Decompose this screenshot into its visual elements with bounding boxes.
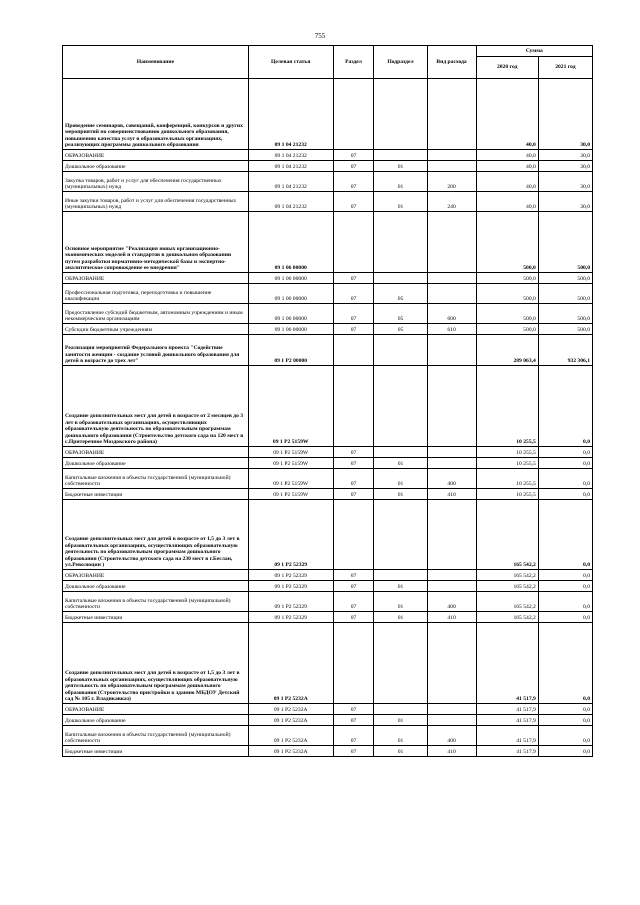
table-row — [63, 715, 593, 726]
table-row — [63, 469, 593, 489]
row-expense-type — [427, 715, 476, 726]
table-row — [63, 150, 593, 161]
table-row — [63, 79, 593, 150]
row-subsection: 05 — [374, 304, 427, 324]
row-expense-type: 410 — [427, 746, 476, 757]
row-section: 07 — [333, 273, 374, 284]
row-code: 09 1 P2 52329 — [248, 581, 333, 592]
row-subsection: 01 — [374, 469, 427, 489]
row-expense-type — [427, 335, 476, 366]
table-row — [63, 458, 593, 469]
row-name: Капитальные вложения в объекты государственной (муниципальной) собственности — [63, 592, 249, 612]
row-name: Создание дополнительных мест для детей в возрасте от 2 месяцев до 3 лет в образовательных организациях, осуществляющих образовательную деятельность по образовательным программам дошкольного образования (Строительство детского сада на 120 мест в с.Притеречное Моздокского района) — [63, 366, 249, 447]
row-sum-2021: 0,0 — [538, 458, 592, 469]
row-expense-type: 400 — [427, 726, 476, 746]
row-section: 07 — [333, 284, 374, 304]
row-sum-2021: 30,0 — [538, 192, 592, 212]
row-section: 07 — [333, 304, 374, 324]
row-subsection: 01 — [374, 746, 427, 757]
row-code: 09 1 P2 5232A — [248, 623, 333, 704]
row-name: Субсидии бюджетным учреждениям — [63, 324, 249, 335]
row-sum-2021: 0,0 — [538, 447, 592, 458]
row-sum-2020: 10 255,5 — [476, 447, 538, 458]
row-sum-2020: 165 542,2 — [476, 570, 538, 581]
row-expense-type: 200 — [427, 172, 476, 192]
row-sum-2020: 41 517,9 — [476, 715, 538, 726]
row-name: ОБРАЗОВАНИЕ — [63, 704, 249, 715]
row-code: 09 1 04 21232 — [248, 172, 333, 192]
row-sum-2020: 500,0 — [476, 212, 538, 273]
row-code: 09 1 P2 00000 — [248, 335, 333, 366]
row-expense-type: 400 — [427, 469, 476, 489]
row-name: Бюджетные инвестиции — [63, 746, 249, 757]
table-body — [63, 79, 593, 757]
row-subsection: 05 — [374, 324, 427, 335]
table-row — [63, 212, 593, 273]
row-section: 07 — [333, 489, 374, 500]
row-sum-2020: 41 517,9 — [476, 704, 538, 715]
row-code: 09 1 P2 5232A — [248, 726, 333, 746]
table-row — [63, 612, 593, 623]
row-expense-type — [427, 212, 476, 273]
row-name: Капитальные вложения в объекты государственной (муниципальной) собственности — [63, 469, 249, 489]
row-name: Дошкольное образование — [63, 715, 249, 726]
row-sum-2021: 0,0 — [538, 704, 592, 715]
row-expense-type — [427, 150, 476, 161]
page-number: 755 — [314, 32, 326, 40]
header-year-2020: 2020 год — [476, 57, 538, 79]
row-sum-2021: 0,0 — [538, 500, 592, 570]
row-name: ОБРАЗОВАНИЕ — [63, 447, 249, 458]
row-name: Реализация мероприятий Федерального проекта "Содействие занятости женщин - создание условий дошкольного образования для детей в возрасте до трех лет" — [63, 335, 249, 366]
row-code: 09 1 04 21232 — [248, 192, 333, 212]
row-name: ОБРАЗОВАНИЕ — [63, 150, 249, 161]
row-section — [333, 500, 374, 570]
row-section: 07 — [333, 746, 374, 757]
row-code: 09 1 04 21232 — [248, 79, 333, 150]
row-sum-2020: 40,0 — [476, 79, 538, 150]
header-sum: Сумма — [476, 46, 592, 57]
row-name: ОБРАЗОВАНИЕ — [63, 570, 249, 581]
row-expense-type — [427, 161, 476, 172]
table-row — [63, 704, 593, 715]
row-sum-2020: 165 542,2 — [476, 592, 538, 612]
row-expense-type — [427, 581, 476, 592]
row-sum-2021: 500,0 — [538, 324, 592, 335]
row-section: 07 — [333, 581, 374, 592]
row-section: 07 — [333, 150, 374, 161]
table-row — [63, 284, 593, 304]
table-row — [63, 172, 593, 192]
row-name: Дошкольное образование — [63, 161, 249, 172]
row-sum-2021: 0,0 — [538, 366, 592, 447]
row-sum-2021: 0,0 — [538, 623, 592, 704]
row-name: Закупка товаров, работ и услуг для обеспечения государственных (муниципальных) нужд — [63, 172, 249, 192]
row-sum-2021: 30,0 — [538, 150, 592, 161]
row-name: Предоставление субсидий бюджетным, автономным учреждениям и иным некоммерческим организациям — [63, 304, 249, 324]
row-code: 09 1 P2 52329 — [248, 570, 333, 581]
row-sum-2021: 932 306,1 — [538, 335, 592, 366]
header-name: Наименование — [63, 46, 249, 79]
row-subsection: 01 — [374, 172, 427, 192]
row-code: 09 1 P2 5232A — [248, 704, 333, 715]
row-subsection: 01 — [374, 726, 427, 746]
row-sum-2021: 30,0 — [538, 79, 592, 150]
row-sum-2021: 30,0 — [538, 161, 592, 172]
row-code: 09 1 P2 52329 — [248, 500, 333, 570]
row-sum-2020: 289 063,4 — [476, 335, 538, 366]
row-sum-2020: 500,0 — [476, 273, 538, 284]
row-expense-type — [427, 570, 476, 581]
row-section: 07 — [333, 612, 374, 623]
header-section: Раздел — [333, 46, 374, 79]
row-subsection: 01 — [374, 458, 427, 469]
row-sum-2020: 10 255,5 — [476, 366, 538, 447]
row-subsection — [374, 79, 427, 150]
row-name: Бюджетные инвестиции — [63, 489, 249, 500]
row-section — [333, 79, 374, 150]
row-name: Дошкольное образование — [63, 581, 249, 592]
row-expense-type — [427, 366, 476, 447]
row-sum-2020: 165 542,2 — [476, 581, 538, 592]
row-sum-2020: 500,0 — [476, 284, 538, 304]
row-code: 09 1 06 00000 — [248, 212, 333, 273]
row-sum-2021: 0,0 — [538, 746, 592, 757]
row-subsection: 01 — [374, 592, 427, 612]
row-sum-2021: 0,0 — [538, 581, 592, 592]
row-code: 09 1 P2 5159W — [248, 458, 333, 469]
header-subsection: Подраздел — [374, 46, 427, 79]
table-row — [63, 304, 593, 324]
table-row — [63, 335, 593, 366]
row-expense-type: 240 — [427, 192, 476, 212]
row-name: ОБРАЗОВАНИЕ — [63, 273, 249, 284]
row-sum-2020: 40,0 — [476, 172, 538, 192]
row-expense-type: 410 — [427, 489, 476, 500]
row-subsection — [374, 366, 427, 447]
row-code: 09 1 P2 5159W — [248, 469, 333, 489]
table-row — [63, 581, 593, 592]
row-name: Создание дополнительных мест для детей в возрасте от 1,5 до 3 лет в образовательных организациях, осуществляющих образовательную деятельность по образовательным программам дошкольного образования (Строительство пристройки к зданию МБДОУ Детский сад № 105 г. Владикавказ) — [63, 623, 249, 704]
row-code: 09 1 P2 52329 — [248, 592, 333, 612]
row-subsection: 01 — [374, 715, 427, 726]
row-code: 09 1 06 00000 — [248, 284, 333, 304]
table-row — [63, 273, 593, 284]
header-expense-type: Вид расхода — [427, 46, 476, 79]
header-code: Целевая статья — [248, 46, 333, 79]
row-subsection — [374, 570, 427, 581]
row-sum-2021: 0,0 — [538, 489, 592, 500]
table-row — [63, 489, 593, 500]
row-name: Профессиональная подготовка, переподготовка и повышение квалификации — [63, 284, 249, 304]
header-year-2021: 2021 год — [538, 57, 592, 79]
row-sum-2021: 0,0 — [538, 726, 592, 746]
row-section — [333, 212, 374, 273]
row-sum-2020: 500,0 — [476, 304, 538, 324]
budget-table — [62, 45, 593, 757]
row-name: Бюджетные инвестиции — [63, 612, 249, 623]
row-code: 09 1 04 21232 — [248, 161, 333, 172]
row-subsection: 01 — [374, 192, 427, 212]
table-row — [63, 726, 593, 746]
row-sum-2020: 40,0 — [476, 192, 538, 212]
row-expense-type — [427, 273, 476, 284]
row-sum-2020: 10 255,5 — [476, 489, 538, 500]
row-expense-type: 600 — [427, 304, 476, 324]
row-subsection: 01 — [374, 489, 427, 500]
row-sum-2020: 165 542,2 — [476, 500, 538, 570]
row-section: 07 — [333, 592, 374, 612]
row-name: Капитальные вложения в объекты государственной (муниципальной) собственности — [63, 726, 249, 746]
row-sum-2020: 41 517,9 — [476, 623, 538, 704]
row-code: 09 1 06 00000 — [248, 304, 333, 324]
row-sum-2020: 165 542,2 — [476, 612, 538, 623]
row-subsection — [374, 150, 427, 161]
row-section — [333, 366, 374, 447]
row-expense-type — [427, 458, 476, 469]
table-row — [63, 570, 593, 581]
row-sum-2021: 30,0 — [538, 172, 592, 192]
table-row — [63, 447, 593, 458]
row-expense-type — [427, 500, 476, 570]
row-section: 07 — [333, 458, 374, 469]
row-name: Иные закупки товаров, работ и услуг для обеспечения государственных (муниципальных) нужд — [63, 192, 249, 212]
row-sum-2020: 40,0 — [476, 150, 538, 161]
row-name: Основное мероприятие "Реализация новых организационно-экономических моделей и стандартов в дошкольном образовании путем разработки нормативно-методической базы и экспертно-аналитическое сопровождение ее внедрения" — [63, 212, 249, 273]
row-sum-2021: 500,0 — [538, 212, 592, 273]
row-subsection — [374, 704, 427, 715]
row-sum-2021: 500,0 — [538, 273, 592, 284]
row-code: 09 1 04 21232 — [248, 150, 333, 161]
row-section: 07 — [333, 324, 374, 335]
row-sum-2020: 500,0 — [476, 324, 538, 335]
row-section: 07 — [333, 161, 374, 172]
row-code: 09 1 P2 5159W — [248, 366, 333, 447]
row-section: 07 — [333, 469, 374, 489]
row-sum-2021: 0,0 — [538, 592, 592, 612]
row-section: 07 — [333, 570, 374, 581]
row-code: 09 1 P2 5232A — [248, 715, 333, 726]
row-sum-2021: 0,0 — [538, 570, 592, 581]
row-section: 07 — [333, 172, 374, 192]
row-sum-2021: 0,0 — [538, 715, 592, 726]
row-subsection: 01 — [374, 161, 427, 172]
row-section: 07 — [333, 192, 374, 212]
row-sum-2020: 10 255,5 — [476, 469, 538, 489]
row-subsection — [374, 500, 427, 570]
row-sum-2020: 10 255,5 — [476, 458, 538, 469]
row-code: 09 1 P2 5159W — [248, 489, 333, 500]
row-expense-type — [427, 284, 476, 304]
row-sum-2021: 0,0 — [538, 612, 592, 623]
row-code: 09 1 06 00000 — [248, 324, 333, 335]
table-row — [63, 366, 593, 447]
row-name: Дошкольное образование — [63, 458, 249, 469]
row-code: 09 1 P2 52329 — [248, 612, 333, 623]
row-subsection — [374, 447, 427, 458]
row-expense-type — [427, 79, 476, 150]
table-row — [63, 324, 593, 335]
table-row — [63, 161, 593, 172]
row-code: 09 1 P2 5159W — [248, 447, 333, 458]
row-section: 07 — [333, 704, 374, 715]
row-code: 09 1 P2 5232A — [248, 746, 333, 757]
row-expense-type — [427, 447, 476, 458]
row-expense-type: 410 — [427, 612, 476, 623]
row-name: Создание дополнительных мест для детей в возрасте от 1,5 до 3 лет в образовательных организациях, осуществляющих образовательную деятельность по образовательным программам дошкольного образования (Строительство детского сада на 230 мест в г.Беслан, ул.Революции ) — [63, 500, 249, 570]
row-section: 07 — [333, 447, 374, 458]
row-expense-type: 400 — [427, 592, 476, 612]
table-row — [63, 192, 593, 212]
row-subsection — [374, 623, 427, 704]
row-sum-2020: 40,0 — [476, 161, 538, 172]
row-section — [333, 335, 374, 366]
table-row — [63, 500, 593, 570]
table-row — [63, 592, 593, 612]
row-code: 09 1 06 00000 — [248, 273, 333, 284]
row-subsection — [374, 212, 427, 273]
row-section: 07 — [333, 715, 374, 726]
row-sum-2020: 41 517,9 — [476, 746, 538, 757]
row-subsection: 01 — [374, 612, 427, 623]
row-sum-2021: 500,0 — [538, 304, 592, 324]
row-expense-type: 610 — [427, 324, 476, 335]
row-name: Проведение семинаров, совещаний, конференций, конкурсов и других мероприятий по совершенствованию дошкольного образования, повышению качества услуг в образовательных организациях, реализующих программы дошкольного образования — [63, 79, 249, 150]
row-subsection — [374, 273, 427, 284]
row-subsection: 01 — [374, 581, 427, 592]
row-section — [333, 623, 374, 704]
row-expense-type — [427, 623, 476, 704]
row-section: 07 — [333, 726, 374, 746]
table-row — [63, 746, 593, 757]
row-subsection — [374, 335, 427, 366]
table-row — [63, 623, 593, 704]
row-sum-2020: 41 517,9 — [476, 726, 538, 746]
row-subsection: 05 — [374, 284, 427, 304]
row-sum-2021: 500,0 — [538, 284, 592, 304]
row-expense-type — [427, 704, 476, 715]
row-sum-2021: 0,0 — [538, 469, 592, 489]
